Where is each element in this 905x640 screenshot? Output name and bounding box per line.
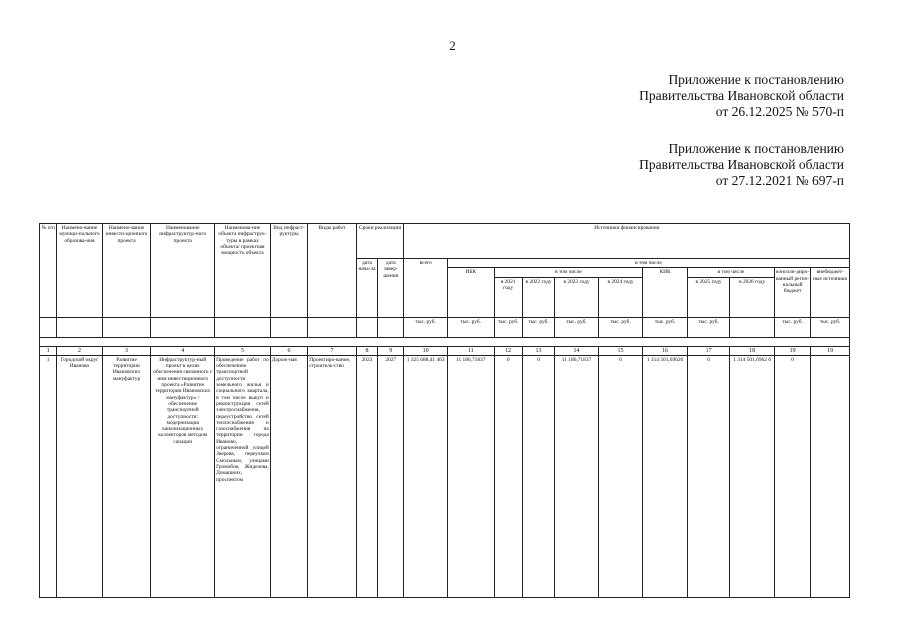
header-2022: в 2022 году [522, 277, 554, 317]
appendix-header-original [639, 141, 844, 189]
header-start-date: дата нача-ла [356, 259, 377, 318]
header-2023: в 2023 году [555, 277, 599, 317]
header-extrabudget: внебюджет-ные источники [811, 268, 850, 317]
header-kik: КИК [643, 268, 688, 317]
row-2021: 0 [494, 355, 522, 597]
row-kik: 1 314 501,69626 [643, 355, 688, 597]
appendix-original-line1: Приложение к постановлению [668, 141, 844, 156]
colnum: 7 [308, 346, 357, 355]
unit-total: тыс. руб. [404, 317, 448, 337]
header-total: всего [404, 259, 448, 318]
header-2024: в 2024 году [598, 277, 643, 317]
page-number: 2 [449, 38, 456, 53]
funding-table [39, 223, 850, 598]
colnum: 4 [151, 346, 215, 355]
row-2022: 0 [522, 355, 554, 597]
row-2024: 0 [598, 355, 643, 597]
header-2021: в 2021 году [494, 277, 522, 317]
appendix-current-line3: от 26.12.2025 № 570-п [715, 104, 844, 119]
colnum: 1 [40, 346, 57, 355]
row-2026: 1 314 501,6962 6 [730, 355, 775, 597]
unit-2023: тыс. руб. [555, 317, 599, 337]
header-funding-sources: Источники финансирования [404, 224, 850, 259]
colnum: 16 [643, 346, 688, 355]
row-consolidated: 0 [774, 355, 810, 597]
colnum: 17 [687, 346, 730, 355]
colnum: 15 [598, 346, 643, 355]
row-end-year: 2027 [378, 355, 404, 597]
row-works-type: Проектиро-вание, строитель-ство [308, 355, 357, 597]
header-investment-project: Наимено-вание инвести-ционного проекта [102, 224, 151, 318]
appendix-header-current [639, 72, 844, 120]
header-end-date: дата завер-шения [378, 259, 404, 318]
row-num: 1 [40, 355, 57, 597]
unit-consolidated: тыс. руб. [774, 317, 810, 337]
row-municipality: Городской округ Иваново [57, 355, 103, 597]
row-2023: 11 186,71837 [555, 355, 599, 597]
row-2025: 0 [687, 355, 730, 597]
colnum: 3 [102, 346, 151, 355]
appendix-original-line3: от 27.12.2021 № 697-п [715, 173, 844, 188]
header-infra-project: Наименование инфраструктур-ного проекта [151, 224, 215, 318]
colnum: 2 [57, 346, 103, 355]
header-2025: в 2025 году [687, 277, 730, 317]
row-extrabudget [811, 355, 850, 597]
row-investment-project: Развитие территории Ивановских мануфактур [102, 355, 151, 597]
header-incl-ibk: в том числе [494, 268, 643, 277]
unit-kik: тыс. руб. [643, 317, 688, 337]
colnum: 12 [494, 346, 522, 355]
colnum: 19 [774, 346, 810, 355]
row-total: 1 325 688,41 463 [404, 355, 448, 597]
colnum: 5 [215, 346, 271, 355]
unit-extrabudget: тыс. руб. [811, 317, 850, 337]
row-ibk: 11 186,71837 [447, 355, 494, 597]
appendix-original-line2: Правительства Ивановской области [639, 157, 844, 172]
unit-ibk: тыс. руб. [447, 317, 494, 337]
appendix-current-line2: Правительства Ивановской области [639, 88, 844, 103]
row-infra-type: Дорож-ная [270, 355, 307, 597]
table-row [40, 355, 850, 597]
row-infra-project: Инфраструктур-ный проект в целях обеспечения связанного с ним инвестиционного проекта «Развитие территории Ивановских мануфактур» / обеспечение транспортной доступности: модернизация канализационных коллекторов методом санации [151, 355, 215, 597]
unit-2021: тыс. руб. [494, 317, 522, 337]
header-municipality: Наимено-вание муници-пального образова-ния [57, 224, 103, 318]
colnum: 14 [555, 346, 599, 355]
unit-2025: тыс. руб. [687, 317, 730, 337]
colnum: 9 [378, 346, 404, 355]
column-numbers-row [40, 346, 850, 355]
header-num: № п/п [40, 224, 57, 318]
appendix-current-line1: Приложение к постановлению [668, 72, 844, 87]
colnum: 13 [522, 346, 554, 355]
colnum: 18 [730, 346, 775, 355]
colnum: 10 [404, 346, 448, 355]
header-terms: Сроки реализации [356, 224, 404, 259]
header-2026: в 2026 году [730, 277, 775, 317]
header-works-type: Виды работ [308, 224, 357, 318]
header-ibk: ИБК [447, 268, 494, 317]
colnum: 11 [447, 346, 494, 355]
header-infra-object: Наименова-ние объекта инфраструк-туры в рамках объекта/ проектная мощность объекта [215, 224, 271, 318]
header-incl-kik: в том числе [687, 268, 774, 277]
colnum: 6 [270, 346, 307, 355]
row-infra-object: Проведение работ по обеспечению транспортной доступности земельного жилья и социального квартала, в том числе выкуп и реконструкция сетей электроснабжения, переустройство сетей теплоснабжения и газоснабжения на территории города Иваново, ограниченной улицей Зверева, переулком Смольным, улицами Громобоя, Жиделева, Домашних, проспектом [215, 355, 271, 597]
unit-2022: тыс. руб. [522, 317, 554, 337]
colnum: 8 [356, 346, 377, 355]
header-consolidated: консоли-диро-ванный регио-нальный бюджет [774, 268, 810, 317]
unit-2024: тыс. руб. [598, 317, 643, 337]
row-start-year: 2023 [356, 355, 377, 597]
header-infra-type: Вид инфраст-руктуры [270, 224, 307, 318]
header-including: в том числе [447, 259, 849, 268]
colnum: 19 [811, 346, 850, 355]
